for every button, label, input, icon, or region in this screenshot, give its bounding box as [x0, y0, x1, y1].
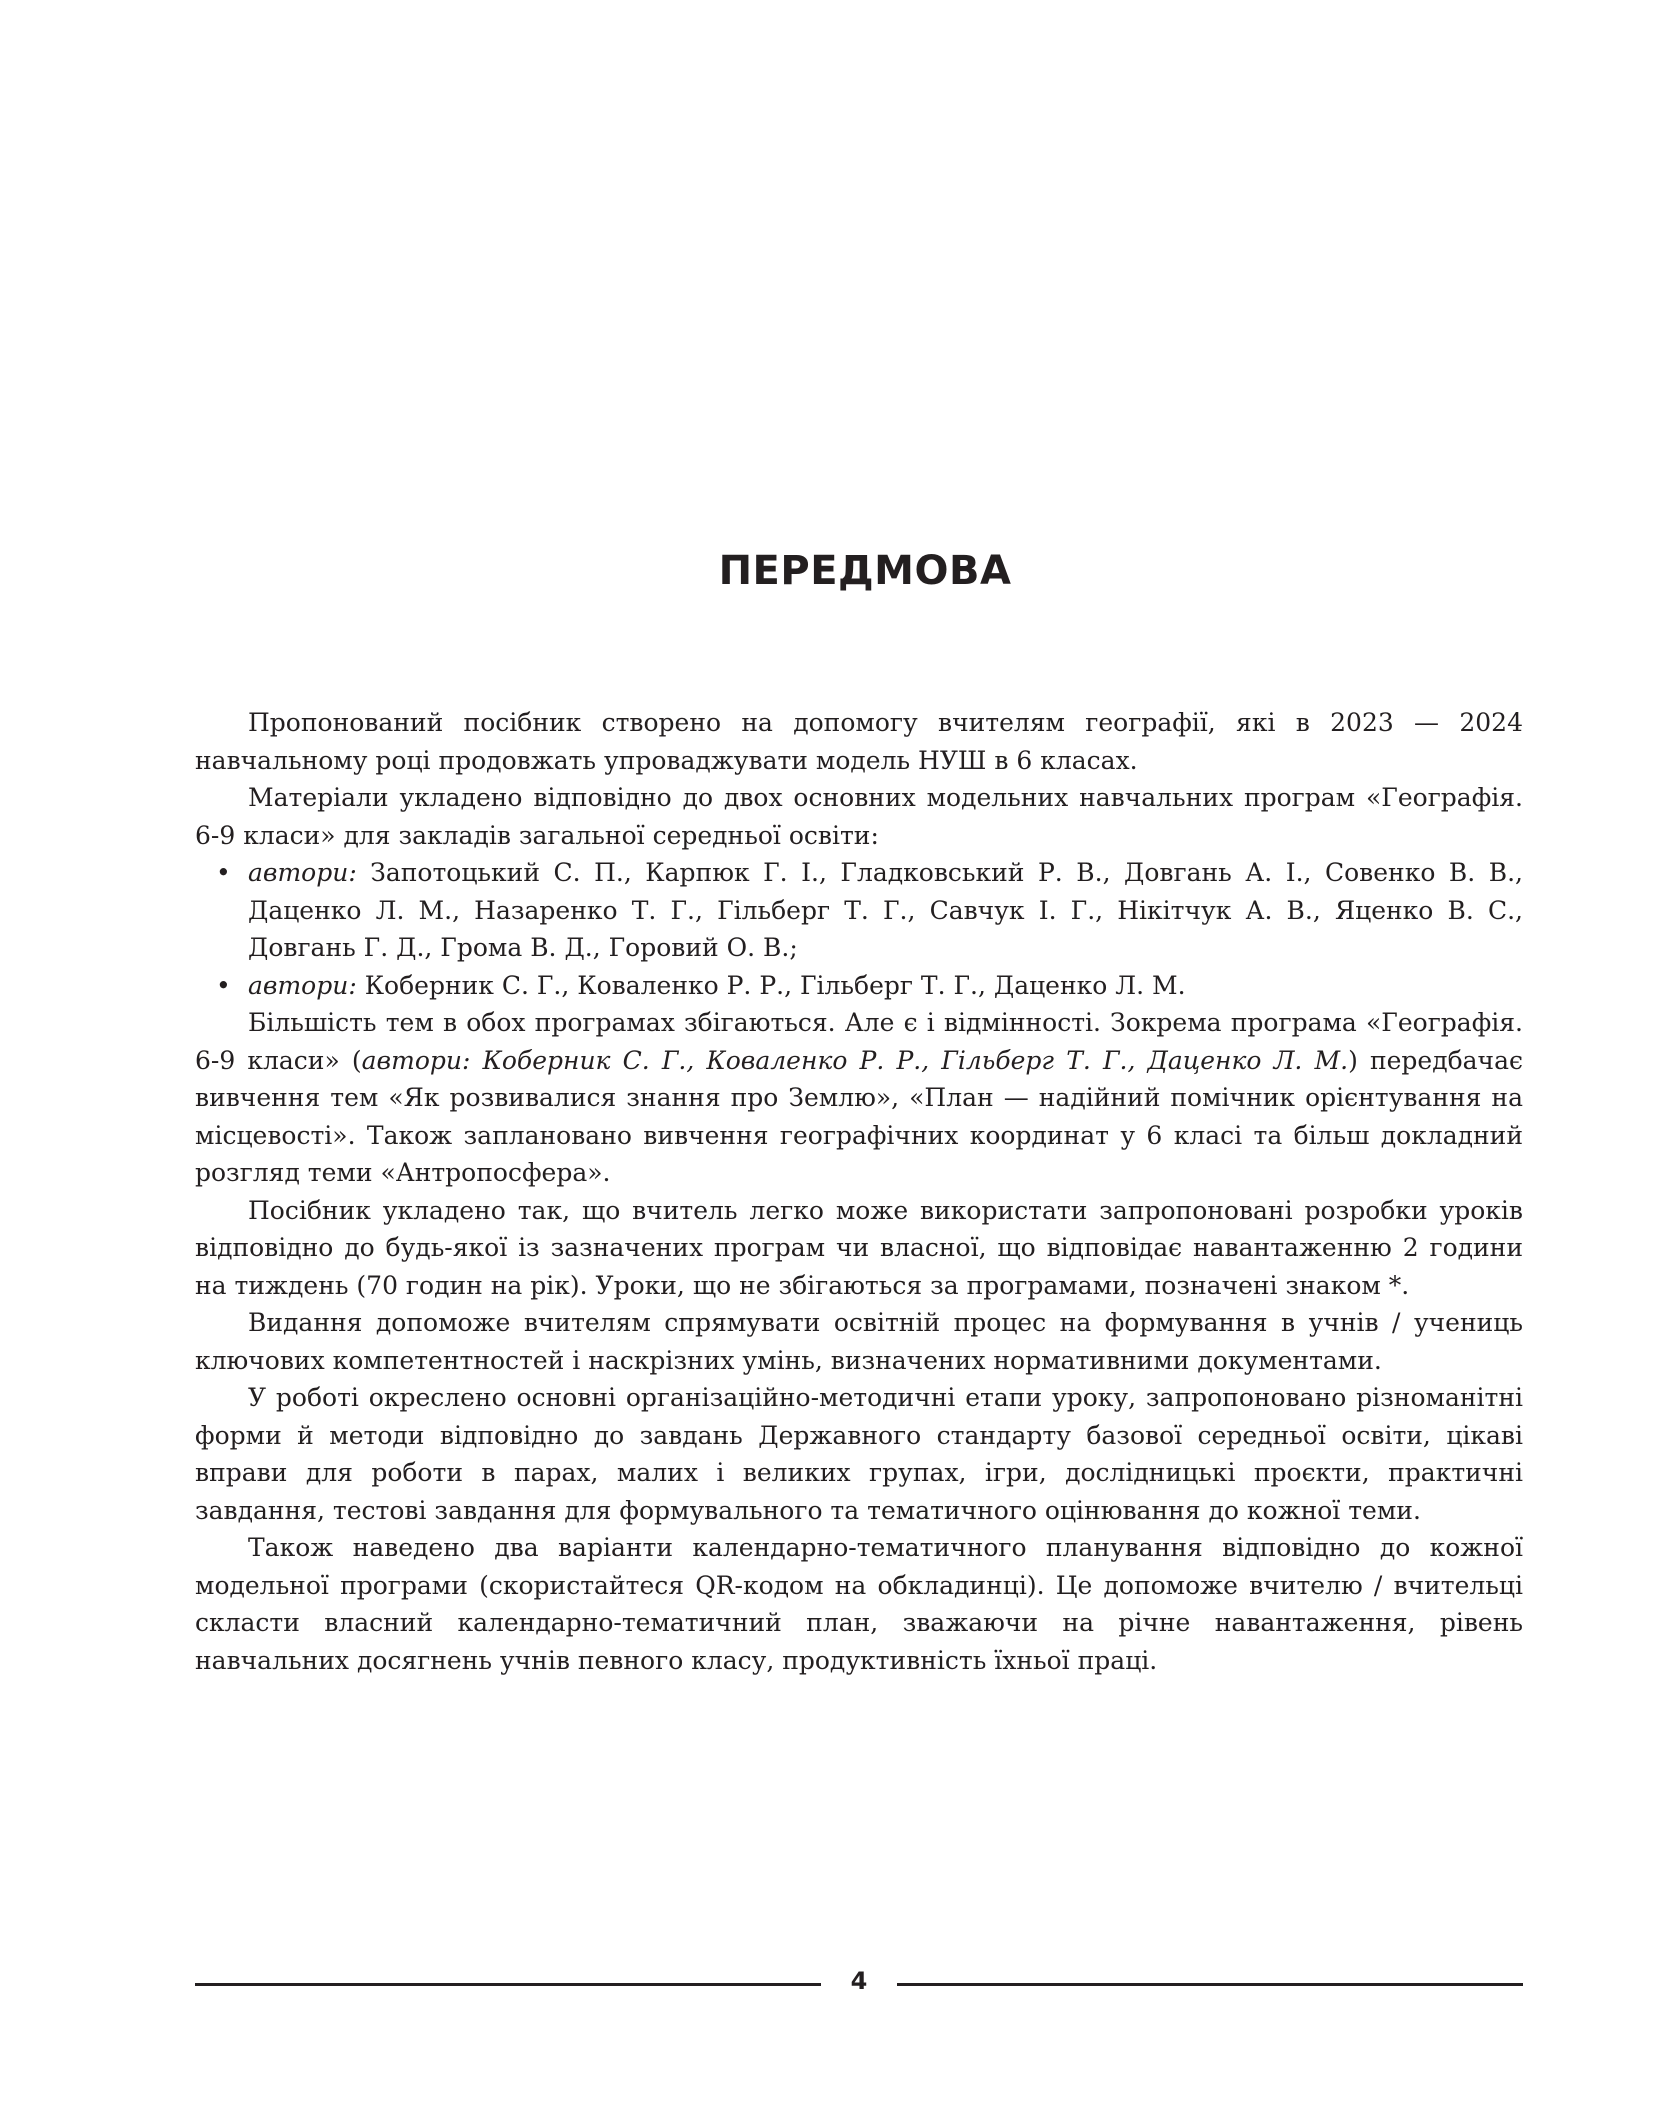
page-number: 4: [850, 1967, 868, 1995]
paragraph-differences: [195, 1004, 1523, 1192]
paragraph-usage: Посібник укладено так, що вчитель легко може використати запропоновані розробки уроків відповідно до будь-якої із зазначених програм чи власної, що відповідає навантаженню 2 години на тиждень (70 годин на рік). Уроки, що не збігаються за програмами, позначені знаком *.: [195, 1195, 1523, 1300]
differences-authors-names: Коберник С. Г., Коваленко Р. Р., Гільберг Т. Г., Даценко Л. М.: [470, 1045, 1349, 1075]
authors-list: [195, 854, 1523, 1004]
paragraph-intro: Пропонований посібник створено на допомогу вчителям географії, які в 2023 — 2024 навчальному році продовжать упроваджувати модель НУШ в 6 класах.: [195, 708, 1523, 775]
footer-divider-right: [897, 1983, 1523, 1986]
list-item: [195, 967, 1523, 1005]
paragraph-competences: Видання допоможе вчителям спрямувати освітній процес на формування в учнів / учениць ключових компетентностей і наскрізних умінь, визначених нормативними документами.: [195, 1308, 1523, 1375]
page-title: ПЕРЕДМОВА: [718, 548, 1012, 594]
differences-authors-label: автори:: [361, 1045, 471, 1075]
preface-body: [195, 704, 1523, 1679]
paragraph-methods: У роботі окреслено основні організаційно-методичні етапи уроку, запропоновано різноманітні форми й методи відповідно до завдань Державного стандарту базової середньої освіти, цікаві вправи для роботи в парах, малих і великих групах, ігри, дослідницькі проєкти, практичні завдання, тестові завдання для формувального та тематичного оцінювання до кожної теми.: [195, 1383, 1523, 1525]
differences-text-start: Більшість тем в обох програмах збігаються. Але є і відмінності. Зокрема програма «Географія. 6-9 класи» (: [195, 1008, 1523, 1075]
paragraph-programs: Матеріали укладено відповідно до двох основних модельних навчальних програм «Географія. 6-9 класи» для закладів загальної середньої освіти:: [195, 783, 1523, 850]
paragraph-planning: Також наведено два варіанти календарно-тематичного планування відповідно до кожної модельної програми (скористайтеся QR-кодом на обкладинці). Це допоможе вчителю / вчительці скласти власний календарно-тематичний план, зважаючи на річне навантаження, рівень навчальних досягнень учнів певного класу, продуктивність їхньої праці.: [195, 1533, 1523, 1675]
authors-label: автори:: [248, 970, 357, 1000]
bullet-icon: •: [216, 970, 231, 1000]
differences-text-end: ) передбачає вивчення тем «Як розвивалися знання про Землю», «План — надійний помічник орієнтування на місцевості». Також заплановано вивчення географічних координат у 6 класі та більш докладний розгляд теми «Антропосфера».: [195, 1045, 1523, 1187]
footer-divider-left: [195, 1983, 821, 1986]
authors-label: автори:: [248, 858, 357, 887]
list-item: [195, 854, 1523, 967]
authors-names: Запотоцький С. П., Карпюк Г. І., Гладковський Р. В., Довгань А. І., Совенко В. В., Даценко Л. М., Назаренко Т. Г., Гільберг Т. Г., Савчук І. Г., Нікітчук А. В., Яценко В. С., Довгань Г. Д., Грома В. Д., Горовий О. В.;: [248, 858, 1523, 962]
bullet-icon: •: [216, 858, 231, 887]
authors-names: Коберник С. Г., Коваленко Р. Р., Гільберг Т. Г., Даценко Л. М.: [356, 970, 1186, 1000]
